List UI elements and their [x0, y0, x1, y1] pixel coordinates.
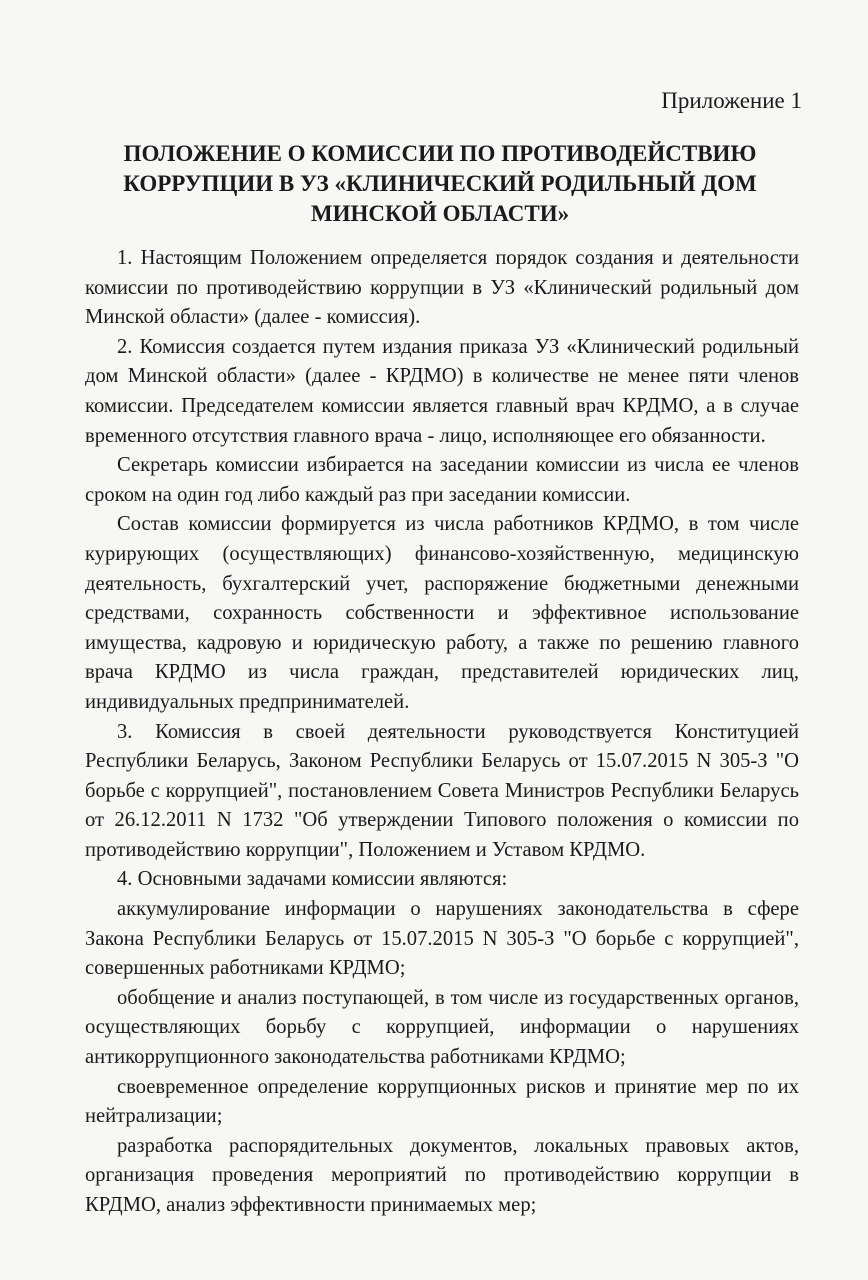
document-body — [85, 244, 799, 1221]
paragraph-2: 2. Комиссия создается путем издания приказа УЗ «Клинический родильный дом Минской области» (далее - КРДМО) в количестве не менее пяти членов комиссии. Председателем комиссии является главный врач КРДМО, а в случае временного отсутствия главного врача - лицо, исполняющее его обязанности. — [85, 335, 799, 447]
document-title-line: ПОЛОЖЕНИЕ О КОМИССИИ ПО ПРОТИВОДЕЙСТВИЮ — [123, 141, 757, 166]
paragraph-3: 3. Комиссия в своей деятельности руководствуется Конституцией Республики Беларусь, Законом Республики Беларусь от 15.07.2015 N 305-З "О борьбе с коррупцией", постановлением Совета Министров Республики Беларусь от 26.12.2011 N 1732 "Об утверждении Типового положения о комиссии по противодействию коррупции", Положением и Уставом КРДМО. — [85, 720, 799, 861]
task-item: аккумулирование информации о нарушениях законодательства в сфере Закона Республики Беларусь от 15.07.2015 N 305-З "О борьбе с коррупцией", совершенных работниками КРДМО; — [85, 898, 799, 980]
paragraph-4: 4. Основными задачами комиссии являются: — [117, 868, 508, 891]
paragraph-1: 1. Настоящим Положением определяется порядок создания и деятельности комиссии по противодействию коррупции в УЗ «Клинический родильный дом Минской области» (далее - комиссия). — [85, 247, 799, 329]
document-title-line: КОРРУПЦИИ В УЗ «КЛИНИЧЕСКИЙ РОДИЛЬНЫЙ ДОМ — [123, 171, 757, 196]
task-item: разработка распорядительных документов, локальных правовых актов, организация проведения мероприятий по противодействию коррупции в КРДМО, анализ эффективности принимаемых мер; — [85, 1134, 799, 1216]
appendix-label: Приложение 1 — [661, 88, 802, 113]
document-title — [80, 139, 800, 229]
paragraph-composition: Состав комиссии формируется из числа работников КРДМО, в том числе курирующих (осуществляющих) финансово-хозяйственную, медицинскую деятельность, бухгалтерский учет, распоряжение бюджетными денежными средствами, сохранность собственности и эффективное использование имущества, кадровую и юридическую работу, а также по решению главного врача КРДМО из числа граждан, представителей юридических лиц, индивидуальных предпринимателей. — [85, 513, 799, 713]
document-title-line: МИНСКОЙ ОБЛАСТИ» — [310, 201, 570, 226]
paragraph-secretary: Секретарь комиссии избирается на заседании комиссии из числа ее членов сроком на один год либо каждый раз при заседании комиссии. — [85, 454, 799, 506]
task-item: обобщение и анализ поступающей, в том числе из государственных органов, осуществляющих борьбу с коррупцией, информации о нарушениях антикоррупционного законодательства работниками КРДМО; — [85, 986, 799, 1069]
task-item: своевременное определение коррупционных рисков и принятие мер по их нейтрализации; — [85, 1075, 799, 1128]
